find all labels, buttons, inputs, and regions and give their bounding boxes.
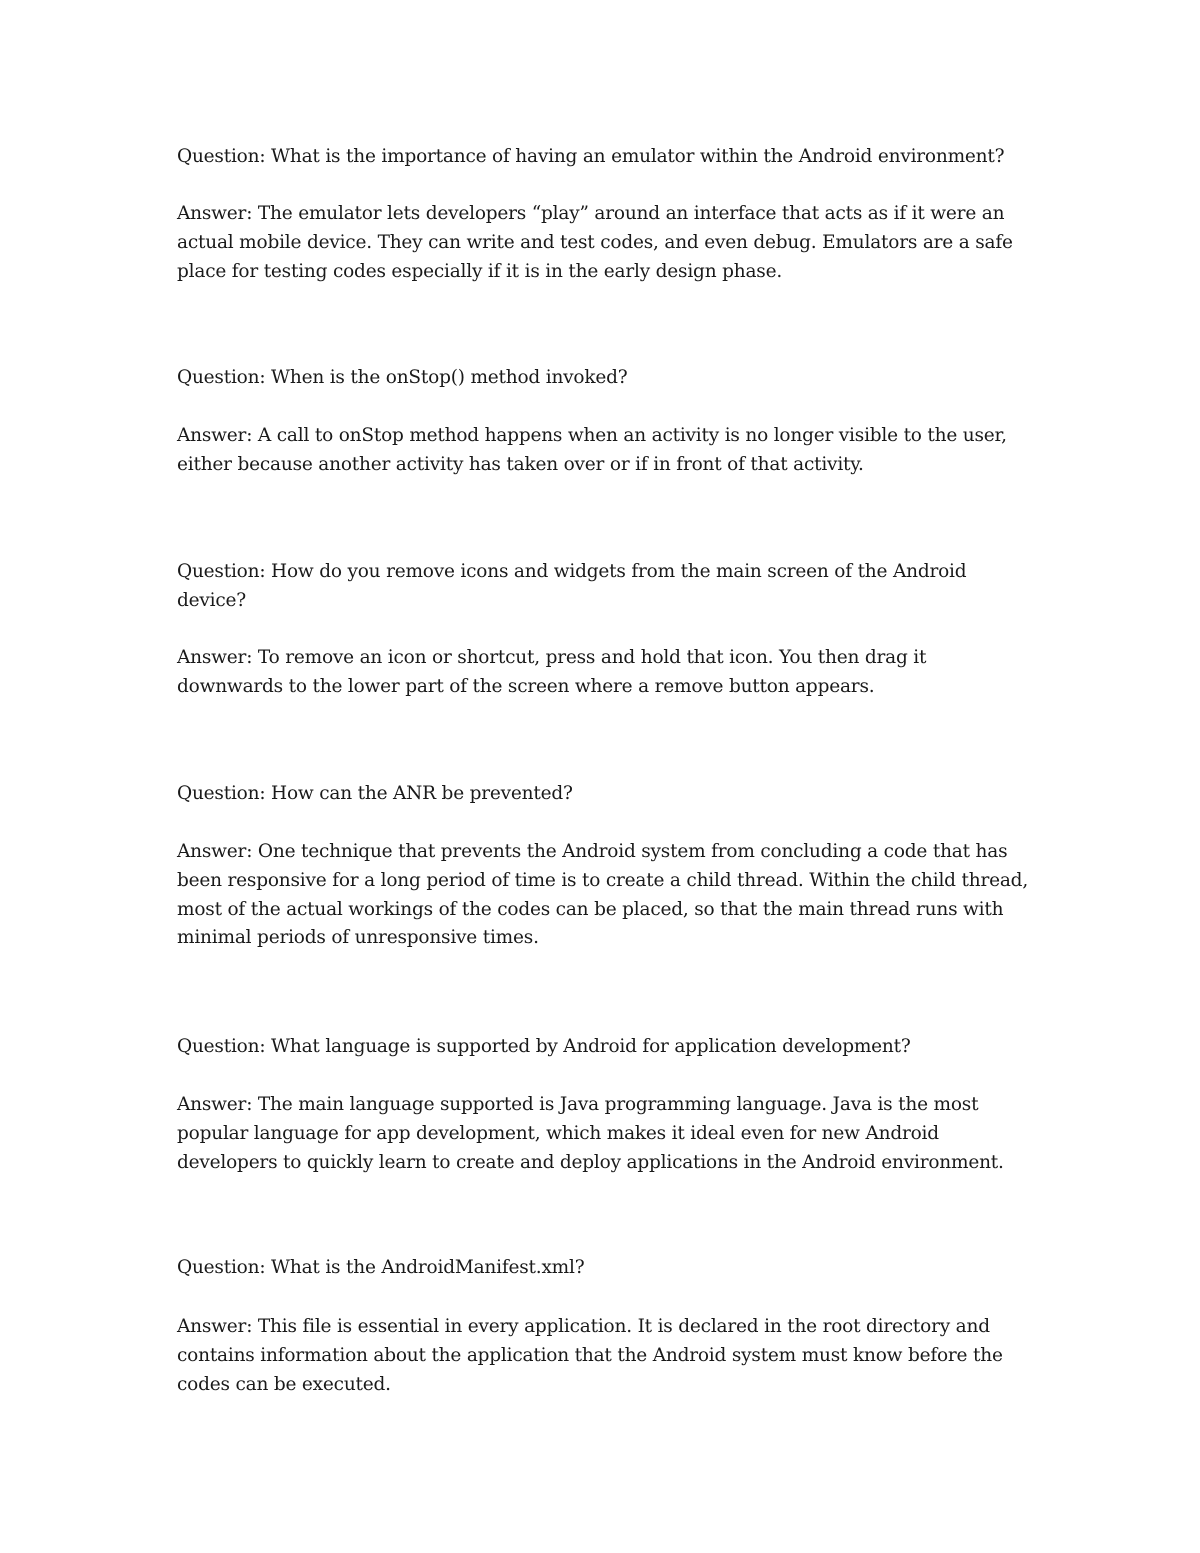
answer-6: Answer: This file is essential in every application. It is declared in the root directory and contains information about the application that the Android system must know before the codes can be executed. — [177, 1316, 1003, 1395]
answer-4: Answer: One technique that prevents the Android system from concluding a code that has been responsive for a long period of time is to create a child thread. Within the child thread, most of the actual workings of the codes can be placed, so that the main thread runs with minimal periods of unresponsive times. — [177, 841, 1028, 949]
question-6: Question: What is the AndroidManifest.xml? — [177, 1257, 585, 1278]
question-3: Question: How do you remove icons and widgets from the main screen of the Android device? — [177, 561, 967, 611]
answer-5: Answer: The main language supported is Java programming language. Java is the most popular language for app development, which makes it ideal even for new Android developers to quickly learn to create and deploy applications in the Android environment. — [177, 1094, 1004, 1173]
question-4: Question: How can the ANR be prevented? — [177, 783, 573, 804]
question-5: Question: What language is supported by Android for application development? — [177, 1036, 911, 1057]
question-2: Question: When is the onStop() method invoked? — [177, 367, 628, 388]
answer-1: Answer: The emulator lets developers “play” around an interface that acts as if it were an actual mobile device. They can write and test codes, and even debug. Emulators are a safe place for testing codes especially if it is in the early design phase. — [177, 203, 1013, 282]
question-1: Question: What is the importance of having an emulator within the Android environment? — [177, 146, 1005, 167]
answer-2: Answer: A call to onStop method happens when an activity is no longer visible to the user, either because another activity has taken over or if in front of that activity. — [177, 425, 1007, 475]
answer-3: Answer: To remove an icon or shortcut, press and hold that icon. You then drag it downwards to the lower part of the screen where a remove button appears. — [177, 647, 927, 697]
